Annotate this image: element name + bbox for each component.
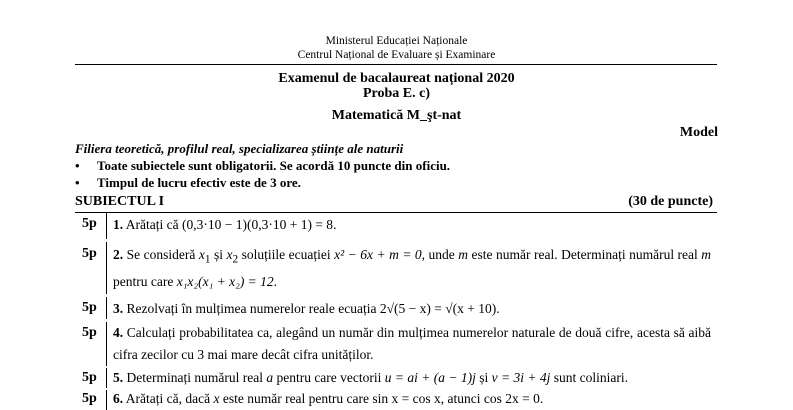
question-3: 3. Rezolvați în mulțimea numerelor reale ecuația 2√(5 − x) = √(x + 10). [113, 301, 500, 316]
model-label: Model [679, 125, 718, 140]
math-expression: 2√(5 − x) = √(x + 10) [379, 301, 497, 316]
column-divider [106, 390, 107, 410]
math-expression: v = 3i + 4j [491, 370, 551, 385]
rule-item: • Timpul de lucru efectiv este de 3 ore. [75, 175, 301, 190]
center-name: Centrul Național de Evaluare și Examinare [297, 49, 496, 61]
filiera-text: Filiera teoretică, profilul real, specializarea științe ale naturii [75, 141, 404, 156]
ministry-name: Ministerul Educației Naționale [325, 35, 468, 47]
section-divider [75, 212, 717, 213]
question-2: 2. Se consideră $x_1$ și $x_2$ soluțiile ecuației x² − 6x + m = 0, unde m este număr real. Determinați numărul real m pentru care x₁x₂(x₁ + x₂) = 12. [113, 247, 712, 289]
math-expression: x² − 6x + m = 0 [334, 247, 422, 262]
section-title: SUBIECTUL I [75, 194, 165, 209]
column-divider [106, 322, 107, 366]
question-1: 1. Arătați că (0,3·10 − 1)(0,3·10 + 1) = 8. [113, 217, 337, 232]
item-points: 5p [82, 300, 97, 315]
question-4: 4. Calculați probabilitatea ca, alegând un număr din mulțimea numerelor naturale de două cifre, acesta să aibă cifra zecilor cu 3 mai mare decât cifra unităților. [113, 325, 712, 362]
question-5: 5. Determinați numărul real a pentru care vectorii u = ai + (a − 1)j și v = 3i + 4j sunt coliniari. [113, 370, 628, 385]
math-expression: cos 2x = 0 [483, 391, 540, 406]
exam-title: Examenul de bacalaureat național 2020 [278, 71, 515, 86]
section-points: (30 de puncte) [628, 194, 713, 209]
exam-subject: Matematică M_şt-nat [331, 108, 462, 123]
header-divider [75, 64, 717, 65]
item-points: 5p [82, 216, 97, 231]
question-6: 6. Arătați că, dacă x este număr real pentru care sin x = cos x, atunci cos 2x = 0. [113, 391, 544, 406]
exam-proba: Proba E. c) [362, 86, 430, 101]
item-points: 5p [82, 391, 97, 406]
column-divider [106, 297, 107, 319]
item-points: 5p [82, 246, 97, 261]
math-expression: u = ai + (a − 1)j [384, 370, 476, 385]
column-divider [106, 242, 107, 294]
math-expression: sin x = cos x [372, 391, 441, 406]
item-points: 5p [82, 370, 97, 385]
math-expression: (0,3·10 − 1)(0,3·10 + 1) = 8 [181, 217, 334, 232]
math-expression: x₁x₂(x₁ + x₂) = 12 [176, 273, 274, 289]
rule-item: • Toate subiectele sunt obligatorii. Se acordă 10 puncte din oficiu. [75, 158, 451, 173]
column-divider [106, 213, 107, 239]
column-divider [106, 368, 107, 388]
item-points: 5p [82, 325, 97, 340]
